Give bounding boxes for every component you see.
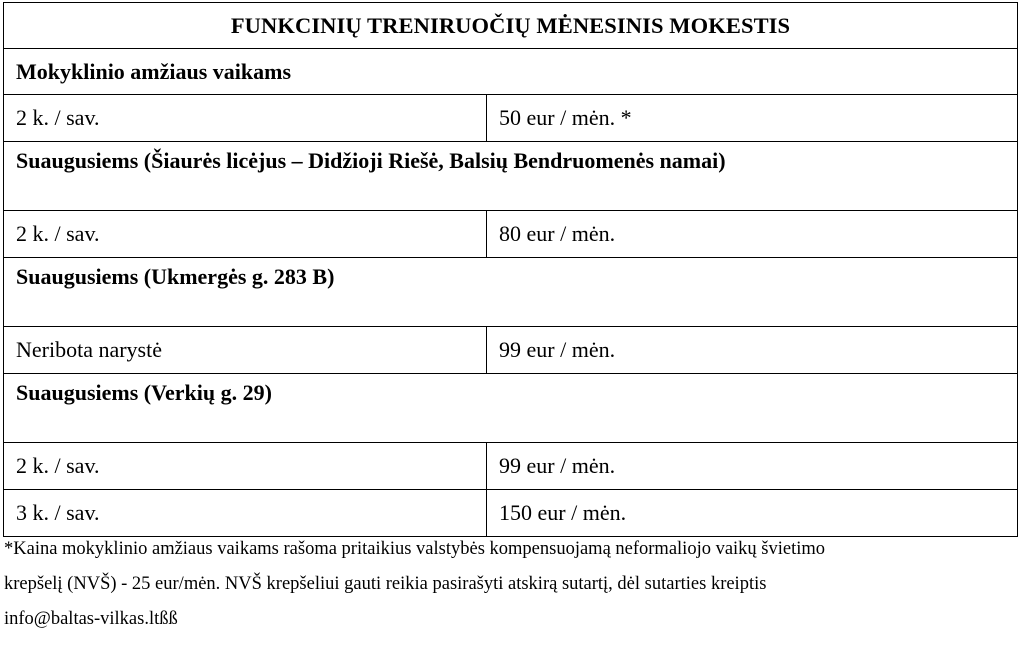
footnote-contact-email: info@baltas-vilkas.ltßß (4, 609, 178, 629)
plan-cell: 2 k. / sav. (4, 95, 487, 142)
table-row (4, 211, 1018, 258)
price-cell: 99 eur / mėn. (487, 443, 1018, 490)
group-heading-row (4, 258, 1018, 327)
group-heading-adults-north: Suaugusiems (Šiaurės licėjus – Didžioji Riešė, Balsių Bendruomenės namai) (4, 142, 1018, 211)
table-row (4, 490, 1018, 537)
group-heading-row (4, 374, 1018, 443)
footnote (4, 532, 1019, 637)
price-cell: 80 eur / mėn. (487, 211, 1018, 258)
plan-cell: 3 k. / sav. (4, 490, 487, 537)
table-title: FUNKCINIŲ TRENIRUOČIŲ MĖNESINIS MOKESTIS (4, 3, 1018, 49)
price-cell: 50 eur / mėn. * (487, 95, 1018, 142)
price-table (3, 2, 1018, 537)
table-row (4, 443, 1018, 490)
group-heading-school-children: Mokyklinio amžiaus vaikams (4, 49, 1018, 95)
plan-cell: 2 k. / sav. (4, 443, 487, 490)
footnote-line: *Kaina mokyklinio amžiaus vaikams rašoma pritaikius valstybės kompensuojamą neformaliojo vaikų švietimo (4, 539, 826, 559)
group-heading-row (4, 49, 1018, 95)
plan-cell: 2 k. / sav. (4, 211, 487, 258)
table-title-row (4, 3, 1018, 49)
group-heading-row (4, 142, 1018, 211)
table-row (4, 327, 1018, 374)
group-heading-adults-ukmerges: Suaugusiems (Ukmergės g. 283 B) (4, 258, 1018, 327)
footnote-line: krepšelį (NVŠ) - 25 eur/mėn. NVŠ krepšeliui gauti reikia pasirašyti atskirą sutartį, dėl sutarties kreiptis (4, 574, 767, 594)
price-cell: 150 eur / mėn. (487, 490, 1018, 537)
price-cell: 99 eur / mėn. (487, 327, 1018, 374)
table-row (4, 95, 1018, 142)
group-heading-adults-verkiu: Suaugusiems (Verkių g. 29) (4, 374, 1018, 443)
plan-cell: Neribota narystė (4, 327, 487, 374)
